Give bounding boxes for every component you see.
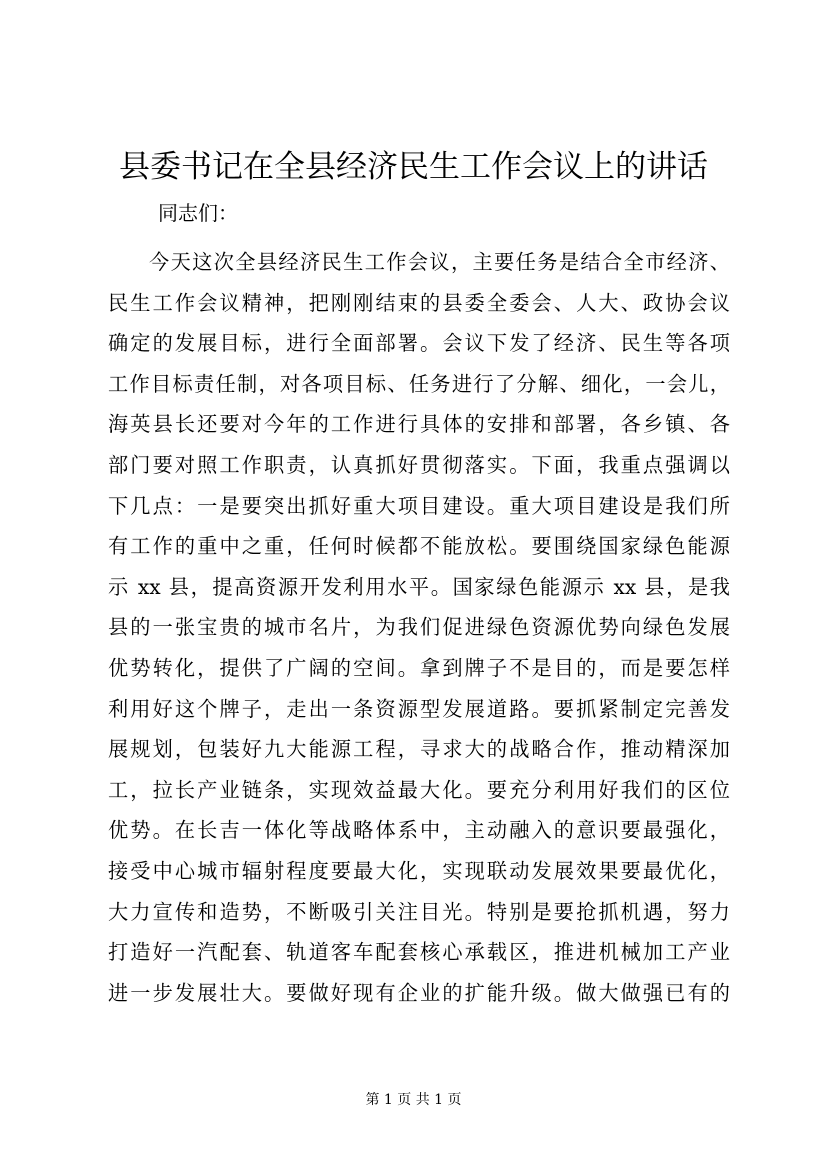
- text-line: 打造好一汽配套、轨道客车配套核心承载区，推进机械加工产业: [108, 940, 730, 965]
- document-title: 县委书记在全县经济民生工作会议上的讲话: [119, 149, 708, 185]
- text-line: 利用好这个牌子，走出一条资源型发展道路。要抓紧制定完善发: [108, 696, 730, 721]
- text-line: 海英县长还要对今年的工作进行具体的安排和部署，各乡镇、各: [108, 412, 730, 437]
- text-line: 接受中心城市辐射程度要最大化，实现联动发展效果要最优化，: [108, 858, 730, 883]
- text-line: 展规划，包装好九大能源工程，寻求大的战略合作，推动精深加: [108, 737, 730, 762]
- text-line: 确定的发展目标，进行全面部署。会议下发了经济、民生等各项: [108, 331, 730, 356]
- text-line: 优势。在长吉一体化等战略体系中，主动融入的意识要最强化，: [108, 818, 730, 843]
- text-line: 民生工作会议精神，把刚刚结束的县委全委会、人大、政协会议: [108, 290, 730, 315]
- text-line: 有工作的重中之重，任何时候都不能放松。要围绕国家绿色能源: [108, 534, 730, 559]
- page-footer: 第 1 页 共 1 页: [365, 1092, 462, 1108]
- text-line: 大力宣传和造势，不断吸引关注目光。特别是要抢抓机遇，努力: [108, 899, 730, 924]
- text-line: 下几点：一是要突出抓好重大项目建设。重大项目建设是我们所: [108, 493, 730, 518]
- body-paragraph: [108, 242, 730, 1013]
- text-line: 优势转化，提供了广阔的空间。拿到牌子不是目的，而是要怎样: [108, 655, 730, 680]
- greeting: 同志们：: [158, 201, 238, 225]
- text-line: 工作目标责任制，对各项目标、任务进行了分解、细化，一会儿，: [108, 371, 730, 396]
- text-line: 工，拉长产业链条，实现效益最大化。要充分利用好我们的区位: [108, 777, 730, 802]
- text-line: 今天这次全县经济民生工作会议，主要任务是结合全市经济、: [149, 250, 730, 274]
- text-line: 县的一张宝贵的城市名片，为我们促进绿色资源优势向绿色发展: [108, 615, 730, 640]
- text-line: 进一步发展壮大。要做好现有企业的扩能升级。做大做强已有的: [108, 980, 730, 1005]
- text-line: 部门要对照工作职责，认真抓好贯彻落实。下面，我重点强调以: [108, 452, 730, 477]
- text-line: 示 xx 县，提高资源开发利用水平。国家绿色能源示 xx 县，是我: [108, 574, 730, 599]
